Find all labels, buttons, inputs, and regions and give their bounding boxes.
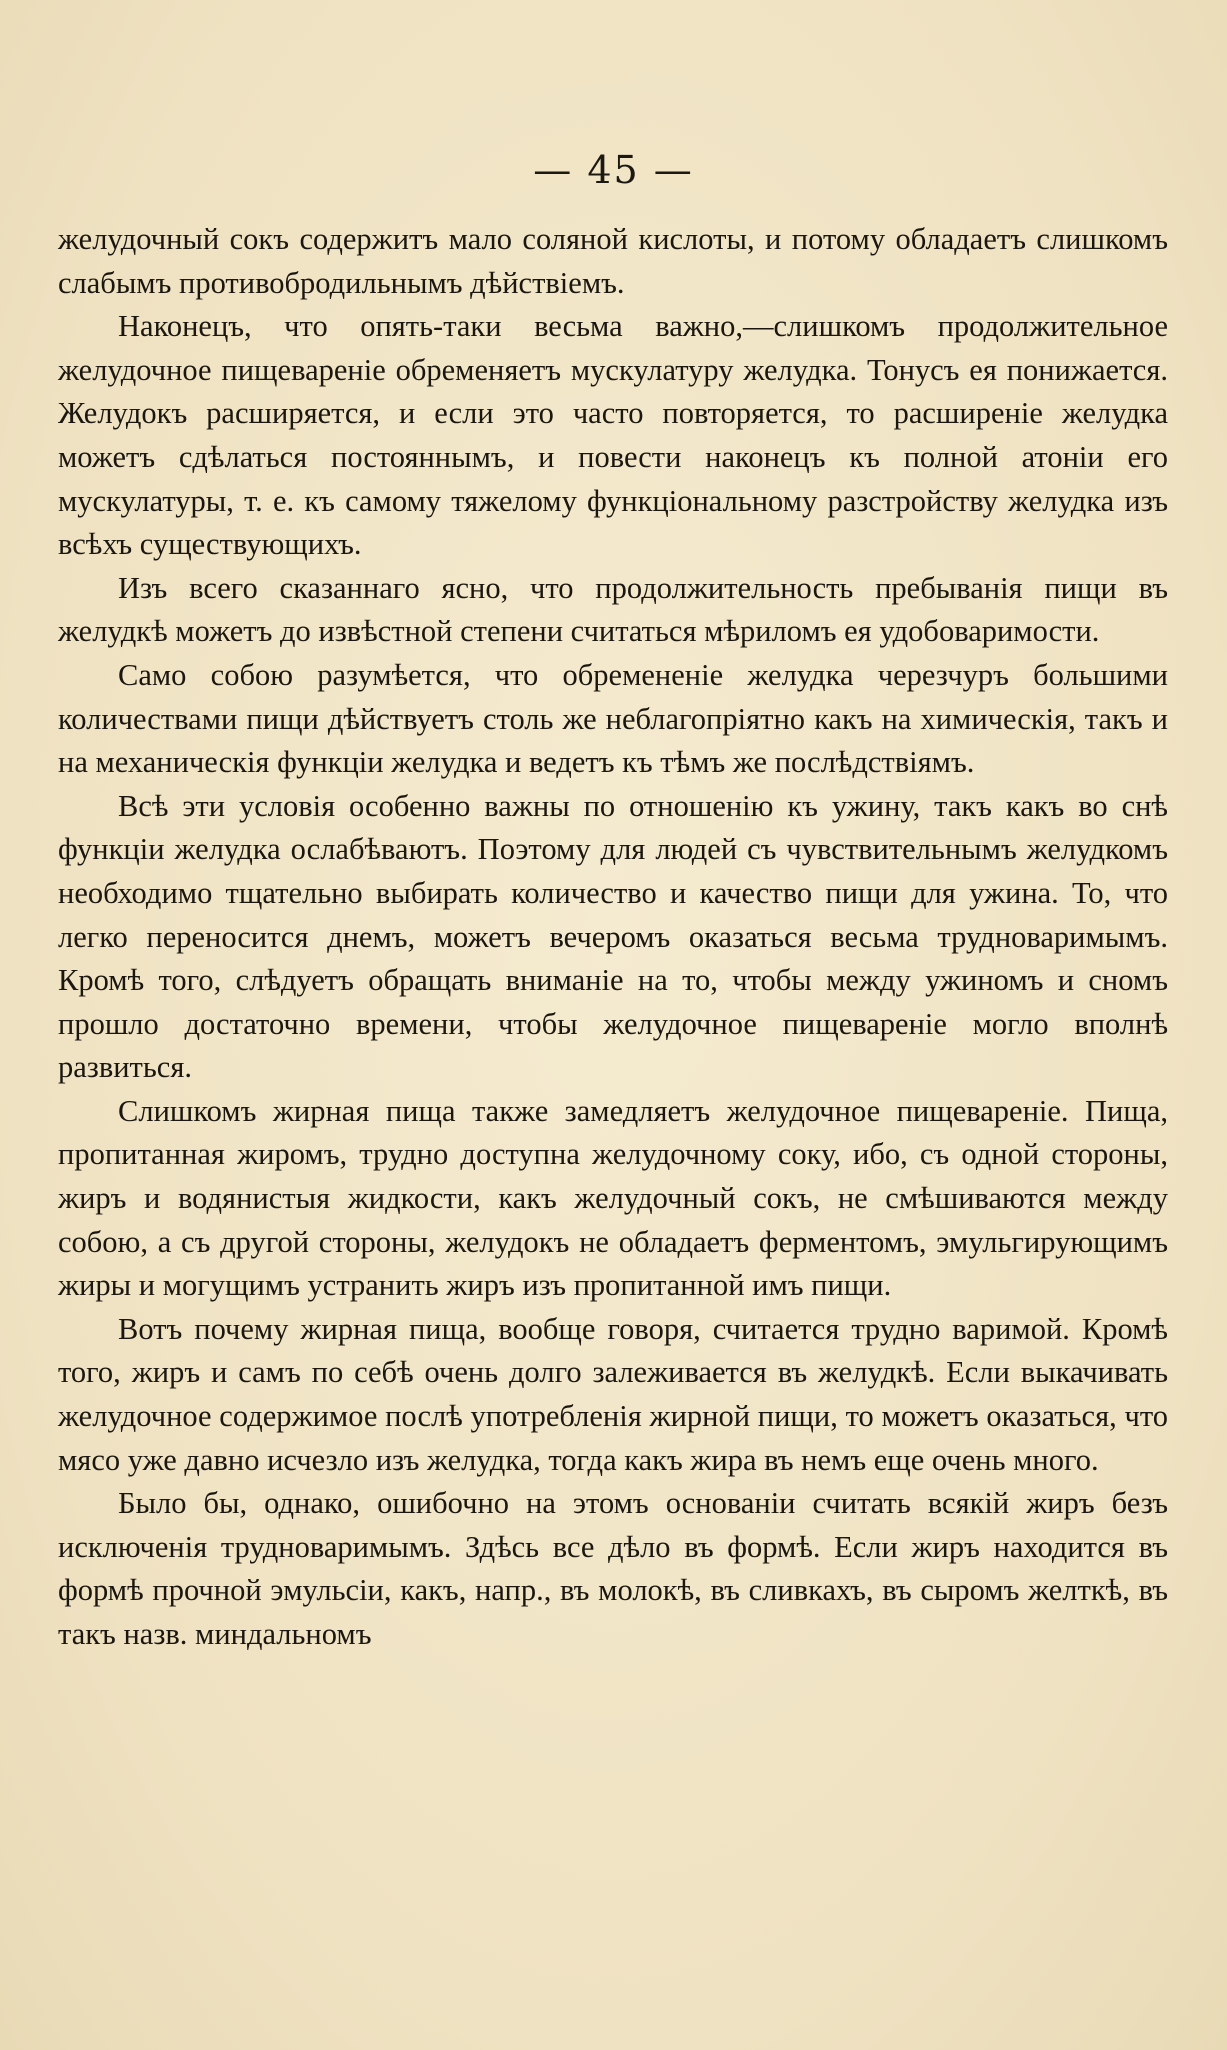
paragraph-3: Изъ всего сказаннаго ясно, что продолжительность пребыванія пищи въ желудкѣ можетъ до извѣстной степени считаться мѣриломъ ея удобоваримости. xyxy=(58,570,1168,649)
body-text xyxy=(58,218,1168,1657)
paragraph-4: Само собою разумѣется, что обремененіе желудка черезчуръ большими количествами пищи дѣйствуетъ столь же неблагопріятно какъ на химическія, такъ и на механическія функціи желудка и ведетъ къ тѣмъ же послѣдствіямъ. xyxy=(58,657,1168,780)
paragraph-1: желудочный сокъ содержитъ мало соляной кислоты, и потому обладаетъ слишкомъ слабымъ противобродильнымъ дѣйствіемъ. xyxy=(58,222,1168,300)
paragraph-8: Было бы, однако, ошибочно на этомъ основаніи считать всякій жиръ безъ исключенія трудноваримымъ. Здѣсь все дѣло въ формѣ. Если жиръ находится въ формѣ прочной эмульсіи, какъ, напр., въ молокѣ, въ сливкахъ, въ сыромъ желткѣ, въ такъ назв. миндальномъ xyxy=(58,1486,1168,1651)
paragraph-2: Наконецъ, что опять-таки весьма важно,—слишкомъ продолжительное желудочное пищевареніе обременяетъ мускулатуру желудка. Тонусъ ея понижается. Желудокъ расширяется, и если это часто повторяется, то расширеніе желудка можетъ сдѣлаться постояннымъ, и повести наконецъ къ полной атоніи его мускулатуры, т. е. къ самому тяжелому функціональному разстройству желудка изъ всѣхъ существующихъ. xyxy=(58,309,1168,562)
paragraph-5: Всѣ эти условія особенно важны по отношенію къ ужину, такъ какъ во снѣ функціи желудка ослабѣваютъ. Поэтому для людей съ чувствительнымъ желудкомъ необходимо тщательно выбирать количество и качество пищи для ужина. То, что легко переносится днемъ, можетъ вечеромъ оказаться весьма трудноваримымъ. Кромѣ того, слѣдуетъ обращать вниманіе на то, чтобы между ужиномъ и сномъ прошло достаточно времени, чтобы желудочное пищевареніе могло вполнѣ развиться. xyxy=(58,788,1168,1085)
paragraph-6: Слишкомъ жирная пища также замедляетъ желудочное пищевареніе. Пища, пропитанная жиромъ, трудно доступна желудочному соку, ибо, съ одной стороны, жиръ и водянистыя жидкости, какъ желудочный сокъ, не смѣшиваются между собою, а съ другой стороны, желудокъ не обладаетъ ферментомъ, эмульгирующимъ жиры и могущимъ устранить жиръ изъ пропитанной имъ пищи. xyxy=(58,1093,1168,1303)
page-number: — 45 — xyxy=(533,148,694,192)
paragraph-7: Вотъ почему жирная пища, вообще говоря, считается трудно варимой. Кромѣ того, жиръ и самъ по себѣ очень долго залеживается въ желудкѣ. Если выкачивать желудочное содержимое послѣ употребленія жирной пищи, то можетъ оказаться, что мясо уже давно исчезло изъ желудка, тогда какъ жира въ немъ еще очень много. xyxy=(58,1311,1168,1477)
